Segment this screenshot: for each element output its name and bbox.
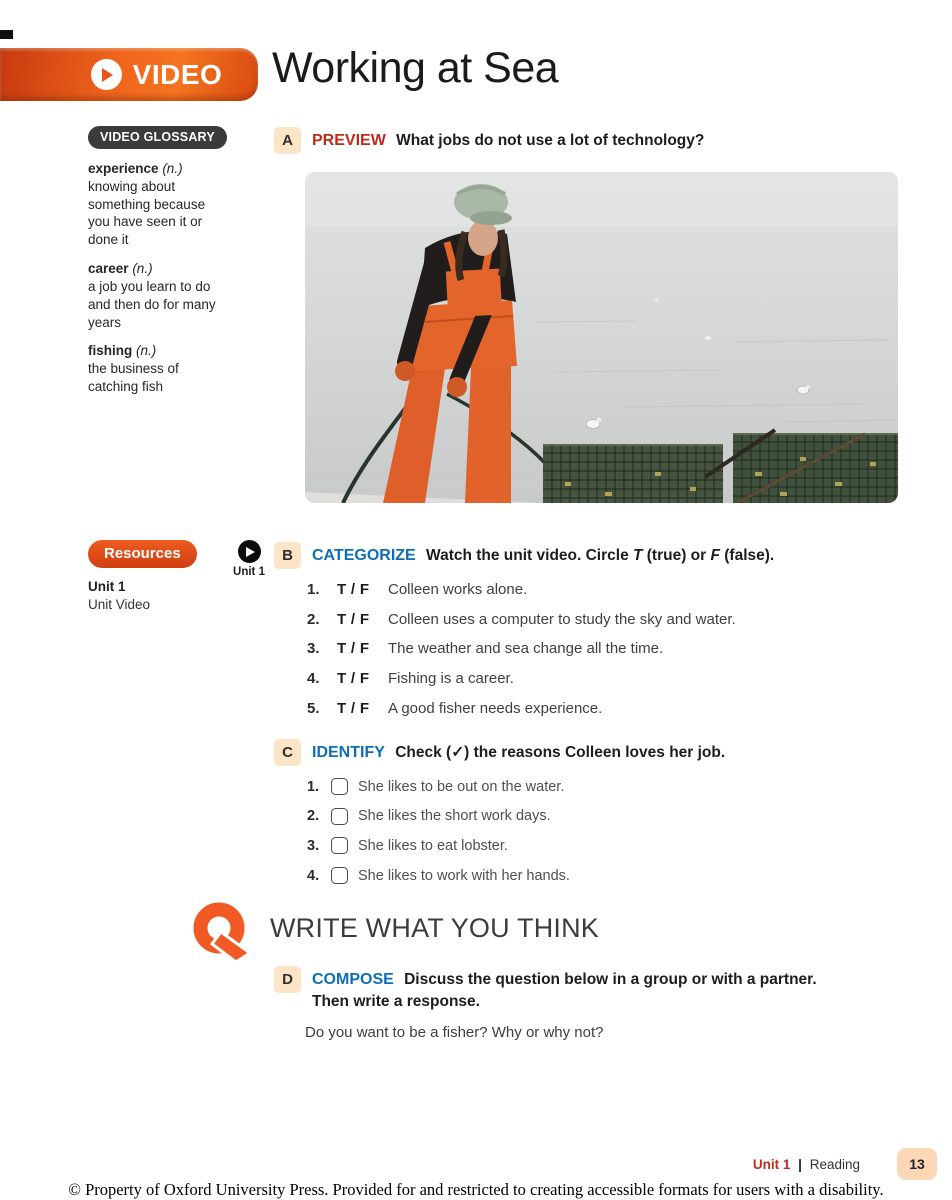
true-false-options[interactable]: T / F xyxy=(337,670,370,688)
glossary-badge: VIDEO GLOSSARY xyxy=(88,126,227,149)
section-c-badge: C xyxy=(274,739,301,766)
true-false-options[interactable]: T / F xyxy=(337,581,370,599)
checkbox[interactable] xyxy=(331,778,348,795)
section-b xyxy=(274,542,774,569)
fisher-photo-illustration xyxy=(305,172,898,503)
item-number: 3. xyxy=(307,837,320,854)
resources-item[interactable]: Unit Video xyxy=(88,597,151,612)
tf-statement: A good fisher needs experience. xyxy=(388,699,603,717)
checkbox-label: She likes to work with her hands. xyxy=(358,867,570,884)
play-icon[interactable] xyxy=(238,540,261,563)
tf-item xyxy=(307,634,736,664)
item-number: 4. xyxy=(307,670,320,688)
page-title: Working at Sea xyxy=(272,44,559,92)
checkbox[interactable] xyxy=(331,837,348,854)
tf-statement: Colleen uses a computer to study the sky and water. xyxy=(388,610,736,628)
tf-item xyxy=(307,664,736,694)
instruction-text-line2: Then write a response. xyxy=(312,993,480,1011)
keyword-categorize: CATEGORIZE xyxy=(312,547,416,564)
instruction-text: Check (✓) the reasons Colleen loves her job. xyxy=(395,744,726,761)
glossary-term: experience xyxy=(88,161,159,176)
checkbox-label: She likes to eat lobster. xyxy=(358,837,508,854)
video-banner-label: VIDEO xyxy=(132,58,223,90)
keyword-preview: PREVIEW xyxy=(312,132,386,149)
glossary-pos: (n.) xyxy=(132,261,153,277)
glossary-term: career xyxy=(88,261,129,277)
section-d xyxy=(274,966,817,1013)
glossary-pos: (n.) xyxy=(136,343,157,359)
section-b-instruction xyxy=(312,542,774,567)
section-d-badge: D xyxy=(274,966,301,993)
glossary-pos: (n.) xyxy=(162,161,183,176)
tf-item xyxy=(307,693,736,723)
tf-statement: The weather and sea change all the time. xyxy=(388,640,664,658)
copyright-notice: © Property of Oxford University Press. Provided for and restricted to creating accessible formats for users with a disability. xyxy=(68,1180,884,1199)
resources-box xyxy=(88,540,197,612)
write-what-you-think-heading: WRITE WHAT YOU THINK xyxy=(270,913,600,943)
glossary-entry xyxy=(88,160,230,249)
resources-badge: Resources xyxy=(88,540,197,568)
true-letter: T xyxy=(633,547,643,564)
item-number: 5. xyxy=(307,699,320,717)
unit-video-caption: Unit 1 xyxy=(233,566,265,578)
section-c-instruction xyxy=(312,739,725,764)
glossary-definition: the business of catching fish xyxy=(88,361,179,394)
play-icon[interactable] xyxy=(91,59,122,90)
checkbox-label: She likes to be out on the water. xyxy=(358,778,565,795)
glossary-entry xyxy=(88,342,230,395)
checkbox-item xyxy=(307,772,570,802)
resources-unit: Unit 1 xyxy=(88,579,126,594)
true-false-list xyxy=(307,575,736,723)
tf-statement: Fishing is a career. xyxy=(388,670,514,688)
tf-item xyxy=(307,575,736,605)
item-number: 1. xyxy=(307,581,320,599)
footer-breadcrumb xyxy=(560,1157,860,1172)
item-number: 3. xyxy=(307,640,320,658)
item-number: 4. xyxy=(307,867,320,884)
true-false-options[interactable]: T / F xyxy=(337,640,370,658)
keyword-compose: COMPOSE xyxy=(312,971,394,988)
unit-video-play[interactable] xyxy=(226,540,272,578)
compose-question: Do you want to be a fisher? Why or why not? xyxy=(305,1024,604,1041)
footer-unit: Unit 1 xyxy=(752,1157,791,1172)
keyword-identify: IDENTIFY xyxy=(312,744,385,761)
item-number: 2. xyxy=(307,808,320,825)
checkbox-item xyxy=(307,802,570,832)
section-d-instruction xyxy=(312,966,817,1013)
glossary-definition: knowing about something because you have seen it or done it xyxy=(88,178,206,248)
checkbox[interactable] xyxy=(331,808,348,825)
glossary-term: fishing xyxy=(88,343,133,359)
item-number: 1. xyxy=(307,778,320,795)
section-a-question: What jobs do not use a lot of technology? xyxy=(396,132,705,149)
section-c xyxy=(274,739,725,766)
tf-item xyxy=(307,605,736,635)
instruction-text: Watch the unit video. Circle xyxy=(426,547,633,564)
true-false-options[interactable]: T / F xyxy=(337,699,370,717)
tf-statement: Colleen works alone. xyxy=(388,581,528,599)
instruction-text: (false). xyxy=(719,547,775,564)
footer-section: Reading xyxy=(809,1157,860,1172)
true-false-options[interactable]: T / F xyxy=(337,610,370,628)
scan-artifact xyxy=(0,30,13,39)
page-number-badge: 13 xyxy=(897,1148,937,1180)
section-b-badge: B xyxy=(274,542,301,569)
q-skills-logo xyxy=(193,901,251,963)
glossary-entry xyxy=(88,260,230,331)
fisher-photo xyxy=(305,172,898,503)
checkbox-list xyxy=(307,772,570,890)
video-banner[interactable] xyxy=(0,48,258,101)
section-a-instruction xyxy=(312,127,704,152)
false-letter: F xyxy=(710,547,720,564)
instruction-text: (true) or xyxy=(642,547,711,564)
checkbox-label: She likes the short work days. xyxy=(358,808,551,825)
instruction-text: Discuss the question below in a group or with a partner. xyxy=(404,971,817,988)
glossary-definition: a job you learn to do and then do for many years xyxy=(88,278,216,330)
video-glossary xyxy=(88,126,248,396)
item-number: 2. xyxy=(307,610,320,628)
checkbox[interactable] xyxy=(331,867,348,884)
section-a-badge: A xyxy=(274,127,301,154)
footer-divider: | xyxy=(798,1157,802,1172)
section-a xyxy=(274,127,704,154)
checkbox-item xyxy=(307,861,570,891)
checkbox-item xyxy=(307,831,570,861)
